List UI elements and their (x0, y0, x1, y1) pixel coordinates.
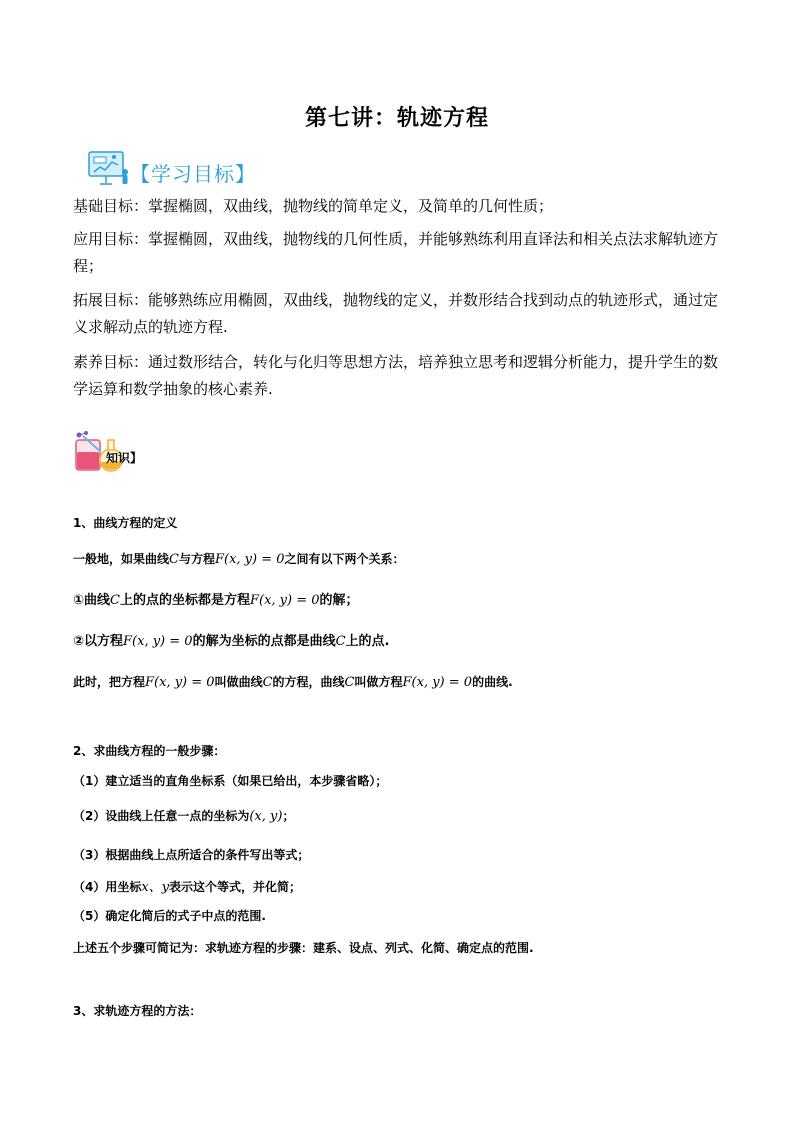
section3-heading: 3、求轨迹方程的方法： (73, 1004, 202, 1018)
goal-extension: 拓展目标：能够熟练应用椭圆，双曲线，抛物线的定义，并数形结合找到动点的轨迹形式，通过定义求解动点的轨迹方程. (73, 291, 719, 336)
section2-heading: 2、求曲线方程的一般步骤： (73, 744, 226, 758)
s1-line4: 此时，把方程F(x, y) = 0叫做曲线C的方程，曲线C叫做方程F(x, y) = 0的曲线. (73, 675, 513, 690)
presentation-board-icon (86, 150, 130, 186)
step-1: （1）建立适当的直角坐标系（如果已给出，本步骤省略）； (73, 774, 388, 788)
section1-heading: 1、曲线方程的定义 (73, 516, 178, 530)
page-title: 第七讲：轨迹方程 (304, 106, 489, 131)
s1-line1: 一般地，如果曲线C与方程F(x, y) = 0之间有以下两个关系： (73, 552, 405, 567)
step-3: （3）根据曲线上点所适合的条件写出等式； (73, 848, 310, 862)
learning-goals-title: 【学习目标】 (130, 162, 256, 186)
s1-line3: ②以方程F(x, y) = 0的解为坐标的点都是曲线C上的点. (73, 634, 390, 649)
goal-application: 应用目标：掌握椭圆，双曲线，抛物线的几何性质，并能够熟练利用直译法和相关点法求解轨迹方程； (73, 230, 719, 275)
goal-basic: 基础目标：掌握椭圆，双曲线，抛物线的简单定义，及简单的几何性质； (73, 197, 554, 215)
knowledge-title: 知识】 (106, 451, 143, 465)
goal-literacy: 素养目标：通过数形结合，转化与化归等思想方法，培养独立思考和逻辑分析能力，提升学生的数学运算和数学抽象的核心素养. (73, 353, 719, 398)
s1-line2: ①曲线C上的点的坐标都是方程F(x, y) = 0的解； (73, 593, 359, 608)
steps-summary: 上述五个步骤可简记为：求轨迹方程的步骤：建系、设点、列式、化简、确定点的范围. (73, 941, 534, 955)
step-2: （2）设曲线上任意一点的坐标为(x, y)； (73, 809, 295, 824)
step-4: （4）用坐标x、y表示这个等式，并化简； (73, 880, 302, 895)
step-5: （5）确定化简后的式子中点的范围. (73, 909, 266, 923)
